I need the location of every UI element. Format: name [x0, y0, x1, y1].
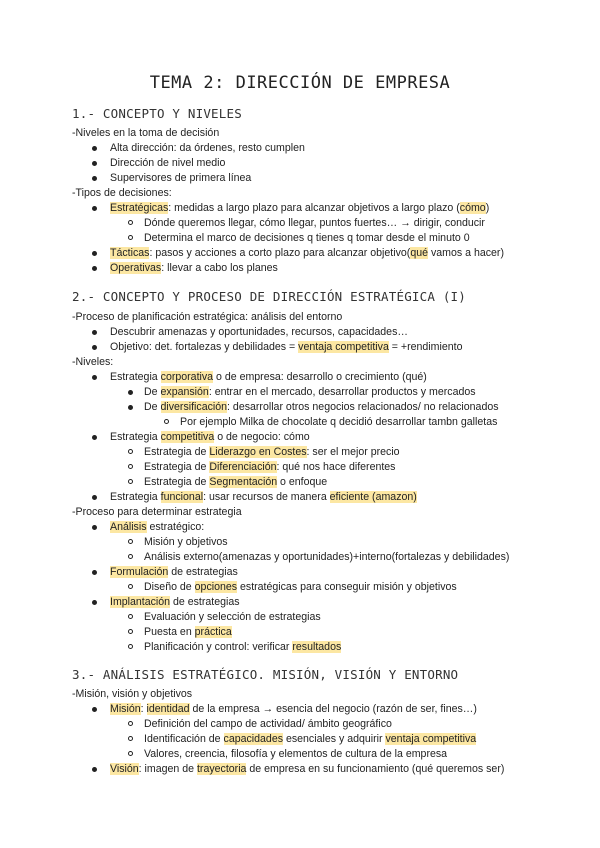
- text-run: = +rendimiento: [388, 341, 463, 353]
- bullet-circle-icon: [164, 419, 169, 424]
- text-run: Planificación y control: verificar: [144, 641, 293, 653]
- text-run: Evaluación y selección de estrategias: [144, 611, 321, 623]
- section-label: [72, 186, 172, 201]
- line-text: [110, 370, 427, 385]
- text-run: : desarrollar otros negocios relacionados/ no relacionados: [227, 401, 499, 413]
- bullet-dot-icon: [92, 600, 97, 605]
- text-run: Descubrir amenazas y oportunidades, recursos, capacidades…: [110, 326, 408, 338]
- highlighted-term: Visión: [110, 763, 139, 775]
- bullet-circle-icon: [128, 554, 133, 559]
- bullet-circle-icon: [128, 449, 133, 454]
- text-run: Misión y objetivos: [144, 536, 228, 548]
- bullet-dot-icon: [92, 266, 97, 271]
- line-text: [110, 430, 310, 445]
- bullet-dot-icon: [92, 707, 97, 712]
- line-text: [180, 415, 497, 430]
- highlighted-term: capacidades: [223, 733, 284, 745]
- text-run: Estrategia: [110, 491, 161, 503]
- bullet-circle-icon: [128, 220, 133, 225]
- line-text: [144, 400, 499, 415]
- highlighted-term: ventaja competitiva: [385, 733, 477, 745]
- text-run: Estrategia de: [144, 476, 210, 488]
- text-run: esenciales y adquirir: [283, 733, 386, 745]
- text-run: Estrategia: [110, 431, 161, 443]
- highlighted-term: Tácticas: [110, 247, 150, 259]
- bullet-circle-icon: [128, 736, 133, 741]
- line-text: [110, 171, 251, 186]
- line-text: [72, 127, 219, 139]
- text-run: Supervisores de primera línea: [110, 172, 252, 184]
- text-run: De: [144, 386, 161, 398]
- text-run: : medidas a largo plazo para alcanzar objetivos a largo plazo (: [168, 202, 460, 214]
- line-text: [110, 702, 477, 717]
- section-label: [72, 310, 342, 325]
- line-text: [110, 246, 504, 261]
- text-run: o de negocio: cómo: [214, 431, 310, 443]
- bullet-dot-icon: [92, 330, 97, 335]
- text-run: : ser el mejor precio: [306, 446, 400, 458]
- bullet-circle-icon: [128, 479, 133, 484]
- text-run: De: [144, 401, 161, 413]
- highlighted-term: eficiente (amazon): [329, 491, 417, 503]
- line-text: [144, 732, 476, 747]
- bullet-circle-icon: [128, 584, 133, 589]
- bullet-dot-icon: [128, 405, 133, 410]
- highlighted-term: diversificación: [160, 401, 228, 413]
- page-title: TEMA 2: DIRECCIÓN DE EMPRESA: [149, 73, 451, 93]
- bullet-circle-icon: [128, 721, 133, 726]
- line-text: [110, 520, 204, 535]
- highlighted-term: ventaja competitiva: [298, 341, 389, 353]
- text-run: -Proceso para determinar estrategia: [72, 506, 242, 518]
- bullet-dot-icon: [92, 767, 97, 772]
- line-text: [144, 625, 232, 640]
- bullet-circle-icon: [128, 539, 133, 544]
- text-run: Dónde queremos llegar, cómo llegar, puntos fuertes… → dirigir, conducir: [144, 217, 485, 229]
- text-run: Estrategia: [110, 371, 161, 383]
- bullet-circle-icon: [128, 614, 133, 619]
- line-text: [110, 201, 489, 216]
- line-text: [110, 565, 238, 580]
- line-text: [144, 535, 228, 550]
- line-text: [72, 187, 172, 199]
- line-text: [144, 475, 327, 490]
- text-run: Valores, creencia, filosofía y elementos de cultura de la empresa: [144, 748, 448, 760]
- text-run: Objetivo: det. fortalezas y debilidades =: [110, 341, 299, 353]
- text-run: de estrategias: [170, 596, 240, 608]
- text-run: : llevar a cabo los planes: [161, 262, 278, 274]
- highlighted-term: funcional: [160, 491, 204, 503]
- line-text: [144, 580, 457, 595]
- text-run: -Misión, visión y objetivos: [72, 688, 193, 700]
- text-run: -Tipos de decisiones:: [72, 187, 172, 199]
- highlighted-term: resultados: [292, 641, 342, 653]
- bullet-circle-icon: [128, 235, 133, 240]
- line-text: [144, 550, 509, 565]
- line-text: [110, 141, 305, 156]
- bullet-dot-icon: [92, 495, 97, 500]
- section-label: [72, 355, 113, 370]
- section-heading-1: 1.- CONCEPTO Y NIVELES: [72, 106, 242, 121]
- line-text: [72, 311, 342, 323]
- section-heading-2: 2.- CONCEPTO Y PROCESO DE DIRECCIÓN ESTRATÉGICA (I): [72, 289, 467, 304]
- section-label: [72, 687, 192, 702]
- bullet-dot-icon: [92, 251, 97, 256]
- line-text: [144, 747, 447, 762]
- line-text: [110, 762, 504, 777]
- bullet-dot-icon: [92, 435, 97, 440]
- line-text: [72, 356, 113, 368]
- highlighted-term: Análisis: [110, 521, 147, 533]
- text-run: Por ejemplo Milka de chocolate q decidió desarrollar tambn galletas: [180, 416, 498, 428]
- bullet-dot-icon: [92, 525, 97, 530]
- text-run: : pasos y acciones a corto plazo para alcanzar objetivo(: [149, 247, 411, 259]
- text-run: de la empresa → esencia del negocio (razón de ser, fines…): [189, 703, 477, 715]
- section-label: [72, 505, 242, 520]
- highlighted-term: práctica: [194, 626, 232, 638]
- text-run: -Niveles:: [72, 356, 114, 368]
- highlighted-term: identidad: [146, 703, 190, 715]
- line-text: [144, 231, 470, 246]
- highlighted-term: Implantación: [110, 596, 171, 608]
- bullet-dot-icon: [92, 345, 97, 350]
- highlighted-term: Diferenciación: [209, 461, 277, 473]
- line-text: [110, 340, 462, 355]
- text-run: ): [485, 202, 490, 214]
- highlighted-term: Estratégicas: [110, 202, 169, 214]
- line-text: [72, 506, 242, 518]
- text-run: : usar recursos de manera: [203, 491, 330, 503]
- text-run: : imagen de: [138, 763, 197, 775]
- highlighted-term: Segmentación: [209, 476, 278, 488]
- text-run: estratégicas para conseguir misión y objetivos: [237, 581, 457, 593]
- bullet-circle-icon: [128, 644, 133, 649]
- section-label: [72, 126, 219, 141]
- line-text: [110, 156, 225, 171]
- text-run: o enfoque: [277, 476, 328, 488]
- highlighted-term: expansión: [160, 386, 209, 398]
- line-text: [144, 445, 400, 460]
- text-run: Diseño de: [144, 581, 195, 593]
- text-run: de estrategias: [168, 566, 238, 578]
- highlighted-term: trayectoria: [196, 763, 247, 775]
- text-run: estratégico:: [146, 521, 205, 533]
- text-run: o de empresa: desarrollo o crecimiento (qué): [213, 371, 427, 383]
- line-text: [144, 460, 395, 475]
- text-run: : entrar en el mercado, desarrollar productos y mercados: [208, 386, 476, 398]
- section-heading-3: 3.- ANÁLISIS ESTRATÉGICO. MISIÓN, VISIÓN Y ENTORNO: [72, 667, 459, 682]
- text-run: de empresa en su funcionamiento (qué queremos ser): [246, 763, 505, 775]
- bullet-dot-icon: [92, 146, 97, 151]
- line-text: [72, 688, 192, 700]
- text-run: Estrategia de: [144, 461, 210, 473]
- text-run: : qué nos hace diferentes: [276, 461, 396, 473]
- line-text: [110, 490, 417, 505]
- line-text: [110, 325, 408, 340]
- highlighted-term: competitiva: [160, 431, 215, 443]
- highlighted-term: Liderazgo en Costes: [209, 446, 307, 458]
- line-text: [144, 640, 341, 655]
- text-run: vamos a hacer): [428, 247, 504, 259]
- bullet-circle-icon: [128, 464, 133, 469]
- highlighted-term: cómo: [459, 202, 486, 214]
- text-run: Estrategia de: [144, 446, 210, 458]
- highlighted-term: opciones: [194, 581, 238, 593]
- line-text: [144, 610, 321, 625]
- bullet-circle-icon: [128, 629, 133, 634]
- line-text: [144, 717, 392, 732]
- text-run: -Niveles en la toma de decisión: [72, 127, 220, 139]
- line-text: [110, 261, 278, 276]
- bullet-dot-icon: [92, 206, 97, 211]
- bullet-dot-icon: [92, 176, 97, 181]
- text-run: Identificación de: [144, 733, 224, 745]
- bullet-dot-icon: [128, 390, 133, 395]
- highlighted-term: Formulación: [110, 566, 169, 578]
- highlighted-term: Misión: [110, 703, 141, 715]
- bullet-dot-icon: [92, 375, 97, 380]
- bullet-dot-icon: [92, 161, 97, 166]
- text-run: :: [140, 703, 147, 715]
- text-run: Definición del campo de actividad/ ámbito geográfico: [144, 718, 392, 730]
- line-text: [144, 385, 476, 400]
- text-run: -Proceso de planificación estratégica: análisis del entorno: [72, 311, 343, 323]
- text-run: Puesta en: [144, 626, 195, 638]
- bullet-circle-icon: [128, 751, 133, 756]
- line-text: [110, 595, 240, 610]
- bullet-dot-icon: [92, 570, 97, 575]
- highlighted-term: corporativa: [160, 371, 214, 383]
- text-run: Alta dirección: da órdenes, resto cumplen: [110, 142, 305, 154]
- highlighted-term: Operativas: [110, 262, 162, 274]
- highlighted-term: qué: [410, 247, 429, 259]
- line-text: [144, 216, 485, 231]
- text-run: Determina el marco de decisiones q tienes q tomar desde el minuto 0: [144, 232, 470, 244]
- text-run: Dirección de nivel medio: [110, 157, 226, 169]
- text-run: Análisis externo(amenazas y oportunidades)+interno(fortalezas y debilidades): [144, 551, 510, 563]
